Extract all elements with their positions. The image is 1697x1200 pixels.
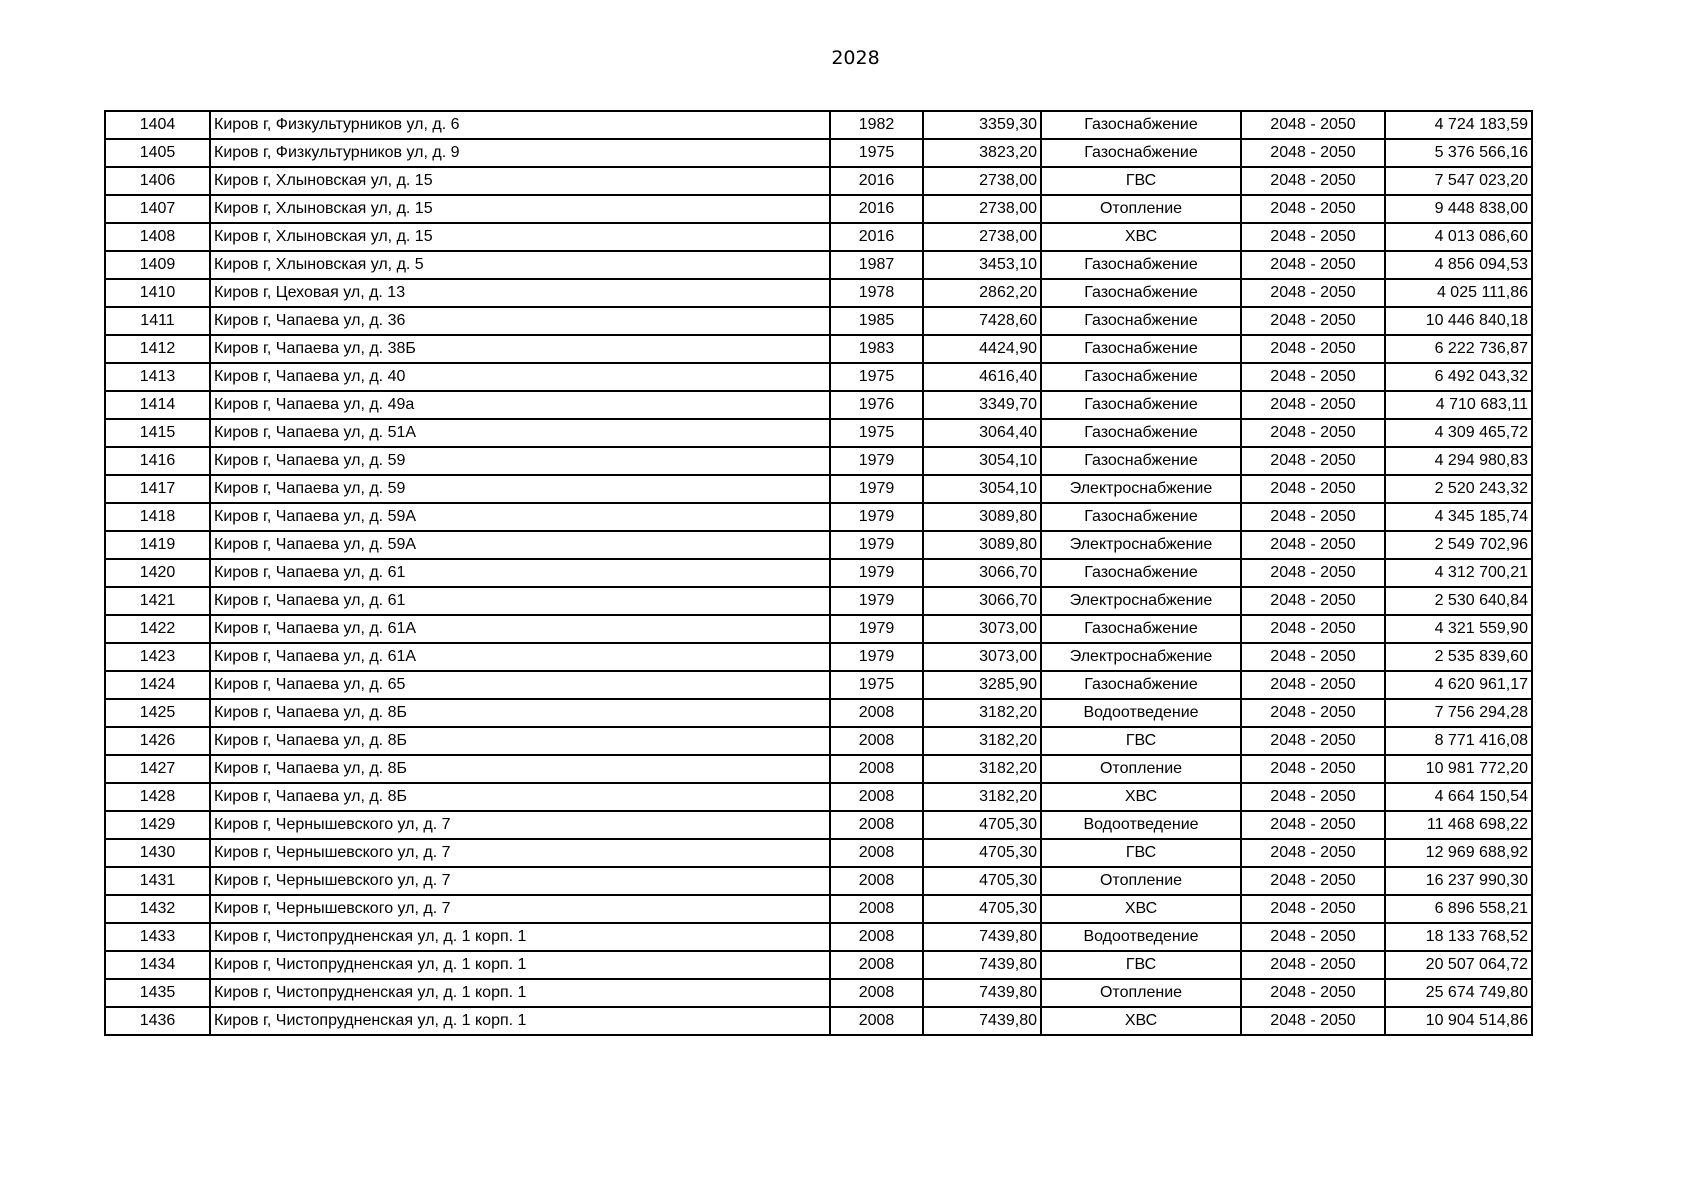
period-cell: 2048 - 2050 (1241, 559, 1385, 587)
work-type-cell: ГВС (1041, 839, 1241, 867)
area-cell: 7439,80 (923, 979, 1041, 1007)
period-cell: 2048 - 2050 (1241, 447, 1385, 475)
table-row (105, 503, 1532, 531)
period-cell: 2048 - 2050 (1241, 727, 1385, 755)
row-number-cell: 1417 (105, 475, 210, 503)
cost-cell: 20 507 064,72 (1385, 951, 1532, 979)
area-cell: 2738,00 (923, 223, 1041, 251)
address-cell: Киров г, Чапаева ул, д. 59 (210, 475, 830, 503)
year-built-cell: 2008 (830, 923, 923, 951)
work-type-cell: Электроснабжение (1041, 475, 1241, 503)
area-cell: 3182,20 (923, 783, 1041, 811)
year-built-cell: 1975 (830, 363, 923, 391)
year-built-cell: 1983 (830, 335, 923, 363)
work-type-cell: Водоотведение (1041, 811, 1241, 839)
work-type-cell: Отопление (1041, 755, 1241, 783)
table-row (105, 839, 1532, 867)
address-cell: Киров г, Чистопрудненская ул, д. 1 корп. 1 (210, 923, 830, 951)
table-row (105, 307, 1532, 335)
address-cell: Киров г, Чапаева ул, д. 51А (210, 419, 830, 447)
work-type-cell: Газоснабжение (1041, 615, 1241, 643)
work-type-cell: Отопление (1041, 979, 1241, 1007)
row-number-cell: 1407 (105, 195, 210, 223)
address-cell: Киров г, Чапаева ул, д. 59 (210, 447, 830, 475)
row-number-cell: 1433 (105, 923, 210, 951)
year-built-cell: 2008 (830, 839, 923, 867)
row-number-cell: 1409 (105, 251, 210, 279)
period-cell: 2048 - 2050 (1241, 951, 1385, 979)
address-cell: Киров г, Хлыновская ул, д. 15 (210, 223, 830, 251)
area-cell: 2738,00 (923, 167, 1041, 195)
work-type-cell: ГВС (1041, 167, 1241, 195)
work-type-cell: Электроснабжение (1041, 587, 1241, 615)
cost-cell: 10 446 840,18 (1385, 307, 1532, 335)
row-number-cell: 1406 (105, 167, 210, 195)
cost-cell: 6 896 558,21 (1385, 895, 1532, 923)
period-cell: 2048 - 2050 (1241, 531, 1385, 559)
row-number-cell: 1426 (105, 727, 210, 755)
year-built-cell: 1979 (830, 475, 923, 503)
area-cell: 7428,60 (923, 307, 1041, 335)
work-type-cell: Газоснабжение (1041, 671, 1241, 699)
row-number-cell: 1421 (105, 587, 210, 615)
area-cell: 3089,80 (923, 531, 1041, 559)
address-cell: Киров г, Чернышевского ул, д. 7 (210, 895, 830, 923)
row-number-cell: 1419 (105, 531, 210, 559)
period-cell: 2048 - 2050 (1241, 279, 1385, 307)
year-built-cell: 1979 (830, 559, 923, 587)
table-row (105, 279, 1532, 307)
row-number-cell: 1418 (105, 503, 210, 531)
area-cell: 4705,30 (923, 867, 1041, 895)
row-number-cell: 1424 (105, 671, 210, 699)
work-type-cell: Электроснабжение (1041, 531, 1241, 559)
address-cell: Киров г, Чистопрудненская ул, д. 1 корп. 1 (210, 979, 830, 1007)
address-cell: Киров г, Чапаева ул, д. 61 (210, 559, 830, 587)
cost-cell: 7 547 023,20 (1385, 167, 1532, 195)
year-built-cell: 2008 (830, 951, 923, 979)
address-cell: Киров г, Чапаева ул, д. 8Б (210, 727, 830, 755)
period-cell: 2048 - 2050 (1241, 923, 1385, 951)
row-number-cell: 1429 (105, 811, 210, 839)
table-row (105, 391, 1532, 419)
address-cell: Киров г, Чапаева ул, д. 38Б (210, 335, 830, 363)
work-type-cell: ХВС (1041, 223, 1241, 251)
period-cell: 2048 - 2050 (1241, 979, 1385, 1007)
year-built-cell: 2008 (830, 895, 923, 923)
table-row (105, 755, 1532, 783)
area-cell: 3453,10 (923, 251, 1041, 279)
cost-cell: 4 345 185,74 (1385, 503, 1532, 531)
period-cell: 2048 - 2050 (1241, 839, 1385, 867)
year-built-cell: 1987 (830, 251, 923, 279)
address-cell: Киров г, Хлыновская ул, д. 5 (210, 251, 830, 279)
year-built-cell: 1979 (830, 447, 923, 475)
table-row (105, 783, 1532, 811)
area-cell: 3066,70 (923, 559, 1041, 587)
address-cell: Киров г, Чернышевского ул, д. 7 (210, 867, 830, 895)
work-type-cell: Газоснабжение (1041, 139, 1241, 167)
table-body (105, 111, 1532, 1035)
row-number-cell: 1410 (105, 279, 210, 307)
period-cell: 2048 - 2050 (1241, 391, 1385, 419)
address-cell: Киров г, Цеховая ул, д. 13 (210, 279, 830, 307)
table-row (105, 223, 1532, 251)
address-cell: Киров г, Чернышевского ул, д. 7 (210, 811, 830, 839)
period-cell: 2048 - 2050 (1241, 307, 1385, 335)
cost-cell: 2 535 839,60 (1385, 643, 1532, 671)
cost-cell: 4 312 700,21 (1385, 559, 1532, 587)
work-type-cell: ХВС (1041, 1007, 1241, 1035)
work-type-cell: ХВС (1041, 895, 1241, 923)
address-cell: Киров г, Чапаева ул, д. 59А (210, 503, 830, 531)
row-number-cell: 1430 (105, 839, 210, 867)
area-cell: 3073,00 (923, 615, 1041, 643)
year-built-cell: 2008 (830, 755, 923, 783)
period-cell: 2048 - 2050 (1241, 195, 1385, 223)
area-cell: 3823,20 (923, 139, 1041, 167)
work-type-cell: Газоснабжение (1041, 307, 1241, 335)
area-cell: 3182,20 (923, 699, 1041, 727)
row-number-cell: 1428 (105, 783, 210, 811)
period-cell: 2048 - 2050 (1241, 615, 1385, 643)
cost-cell: 5 376 566,16 (1385, 139, 1532, 167)
cost-cell: 10 981 772,20 (1385, 755, 1532, 783)
work-type-cell: Газоснабжение (1041, 111, 1241, 139)
work-type-cell: Электроснабжение (1041, 643, 1241, 671)
table-row (105, 923, 1532, 951)
year-built-cell: 1985 (830, 307, 923, 335)
year-built-cell: 2008 (830, 867, 923, 895)
address-cell: Киров г, Чапаева ул, д. 40 (210, 363, 830, 391)
row-number-cell: 1414 (105, 391, 210, 419)
table-row (105, 615, 1532, 643)
table-row (105, 335, 1532, 363)
table-row (105, 167, 1532, 195)
cost-cell: 7 756 294,28 (1385, 699, 1532, 727)
year-built-cell: 2008 (830, 979, 923, 1007)
period-cell: 2048 - 2050 (1241, 419, 1385, 447)
table-row (105, 979, 1532, 1007)
area-cell: 4705,30 (923, 895, 1041, 923)
table-row (105, 559, 1532, 587)
area-cell: 3285,90 (923, 671, 1041, 699)
period-cell: 2048 - 2050 (1241, 363, 1385, 391)
table-row (105, 867, 1532, 895)
cost-cell: 4 309 465,72 (1385, 419, 1532, 447)
work-type-cell: Газоснабжение (1041, 419, 1241, 447)
address-cell: Киров г, Хлыновская ул, д. 15 (210, 195, 830, 223)
period-cell: 2048 - 2050 (1241, 587, 1385, 615)
year-built-cell: 1976 (830, 391, 923, 419)
area-cell: 4705,30 (923, 839, 1041, 867)
year-built-cell: 1979 (830, 531, 923, 559)
address-cell: Киров г, Чистопрудненская ул, д. 1 корп. 1 (210, 1007, 830, 1035)
cost-cell: 2 549 702,96 (1385, 531, 1532, 559)
period-cell: 2048 - 2050 (1241, 783, 1385, 811)
cost-cell: 4 710 683,11 (1385, 391, 1532, 419)
address-cell: Киров г, Чапаева ул, д. 8Б (210, 699, 830, 727)
cost-cell: 18 133 768,52 (1385, 923, 1532, 951)
period-cell: 2048 - 2050 (1241, 895, 1385, 923)
table-row (105, 363, 1532, 391)
area-cell: 7439,80 (923, 923, 1041, 951)
row-number-cell: 1427 (105, 755, 210, 783)
year-built-cell: 1975 (830, 419, 923, 447)
period-cell: 2048 - 2050 (1241, 643, 1385, 671)
area-cell: 4705,30 (923, 811, 1041, 839)
address-cell: Киров г, Чапаева ул, д. 36 (210, 307, 830, 335)
table-row (105, 531, 1532, 559)
cost-cell: 12 969 688,92 (1385, 839, 1532, 867)
year-built-cell: 2008 (830, 811, 923, 839)
table-row (105, 727, 1532, 755)
work-type-cell: Газоснабжение (1041, 447, 1241, 475)
area-cell: 7439,80 (923, 1007, 1041, 1035)
table-row (105, 1007, 1532, 1035)
address-cell: Киров г, Чапаева ул, д. 65 (210, 671, 830, 699)
address-cell: Киров г, Чапаева ул, д. 8Б (210, 783, 830, 811)
year-built-cell: 1979 (830, 503, 923, 531)
cost-cell: 4 013 086,60 (1385, 223, 1532, 251)
period-cell: 2048 - 2050 (1241, 139, 1385, 167)
table-row (105, 895, 1532, 923)
cost-cell: 4 321 559,90 (1385, 615, 1532, 643)
cost-cell: 11 468 698,22 (1385, 811, 1532, 839)
period-cell: 2048 - 2050 (1241, 223, 1385, 251)
work-type-cell: Отопление (1041, 195, 1241, 223)
year-built-cell: 2008 (830, 1007, 923, 1035)
work-type-cell: Газоснабжение (1041, 335, 1241, 363)
area-cell: 4424,90 (923, 335, 1041, 363)
period-cell: 2048 - 2050 (1241, 503, 1385, 531)
period-cell: 2048 - 2050 (1241, 335, 1385, 363)
table-row (105, 419, 1532, 447)
work-type-cell: Газоснабжение (1041, 363, 1241, 391)
table-row (105, 671, 1532, 699)
page-number: 2028 (831, 47, 880, 69)
work-type-cell: Газоснабжение (1041, 251, 1241, 279)
period-cell: 2048 - 2050 (1241, 811, 1385, 839)
row-number-cell: 1404 (105, 111, 210, 139)
address-cell: Киров г, Чернышевского ул, д. 7 (210, 839, 830, 867)
table-row (105, 587, 1532, 615)
work-type-cell: ГВС (1041, 951, 1241, 979)
table-row (105, 111, 1532, 139)
year-built-cell: 1982 (830, 111, 923, 139)
area-cell: 3349,70 (923, 391, 1041, 419)
work-type-cell: Газоснабжение (1041, 279, 1241, 307)
year-built-cell: 2008 (830, 727, 923, 755)
year-built-cell: 2008 (830, 699, 923, 727)
area-cell: 3066,70 (923, 587, 1041, 615)
area-cell: 3089,80 (923, 503, 1041, 531)
row-number-cell: 1411 (105, 307, 210, 335)
work-type-cell: Водоотведение (1041, 923, 1241, 951)
table-row (105, 643, 1532, 671)
area-cell: 4616,40 (923, 363, 1041, 391)
row-number-cell: 1431 (105, 867, 210, 895)
table-row (105, 195, 1532, 223)
area-cell: 3359,30 (923, 111, 1041, 139)
address-cell: Киров г, Хлыновская ул, д. 15 (210, 167, 830, 195)
table-row (105, 447, 1532, 475)
address-cell: Киров г, Чапаева ул, д. 61 (210, 587, 830, 615)
cost-cell: 4 025 111,86 (1385, 279, 1532, 307)
cost-cell: 4 856 094,53 (1385, 251, 1532, 279)
table-row (105, 251, 1532, 279)
area-cell: 3073,00 (923, 643, 1041, 671)
year-built-cell: 2016 (830, 167, 923, 195)
work-type-cell: ГВС (1041, 727, 1241, 755)
address-cell: Киров г, Чапаева ул, д. 61А (210, 615, 830, 643)
period-cell: 2048 - 2050 (1241, 111, 1385, 139)
work-type-cell: Газоснабжение (1041, 503, 1241, 531)
period-cell: 2048 - 2050 (1241, 671, 1385, 699)
work-type-cell: ХВС (1041, 783, 1241, 811)
table-row (105, 139, 1532, 167)
year-built-cell: 1975 (830, 671, 923, 699)
year-built-cell: 1979 (830, 615, 923, 643)
row-number-cell: 1416 (105, 447, 210, 475)
cost-cell: 6 222 736,87 (1385, 335, 1532, 363)
year-built-cell: 1975 (830, 139, 923, 167)
repair-schedule-table (104, 110, 1533, 1036)
year-built-cell: 1978 (830, 279, 923, 307)
row-number-cell: 1405 (105, 139, 210, 167)
period-cell: 2048 - 2050 (1241, 755, 1385, 783)
cost-cell: 16 237 990,30 (1385, 867, 1532, 895)
row-number-cell: 1425 (105, 699, 210, 727)
table-row (105, 475, 1532, 503)
cost-cell: 25 674 749,80 (1385, 979, 1532, 1007)
period-cell: 2048 - 2050 (1241, 167, 1385, 195)
row-number-cell: 1408 (105, 223, 210, 251)
row-number-cell: 1434 (105, 951, 210, 979)
address-cell: Киров г, Чапаева ул, д. 61А (210, 643, 830, 671)
row-number-cell: 1413 (105, 363, 210, 391)
row-number-cell: 1420 (105, 559, 210, 587)
period-cell: 2048 - 2050 (1241, 475, 1385, 503)
cost-cell: 4 664 150,54 (1385, 783, 1532, 811)
year-built-cell: 1979 (830, 587, 923, 615)
cost-cell: 8 771 416,08 (1385, 727, 1532, 755)
cost-cell: 6 492 043,32 (1385, 363, 1532, 391)
row-number-cell: 1412 (105, 335, 210, 363)
address-cell: Киров г, Чапаева ул, д. 8Б (210, 755, 830, 783)
period-cell: 2048 - 2050 (1241, 867, 1385, 895)
area-cell: 3182,20 (923, 727, 1041, 755)
work-type-cell: Газоснабжение (1041, 559, 1241, 587)
row-number-cell: 1415 (105, 419, 210, 447)
row-number-cell: 1435 (105, 979, 210, 1007)
address-cell: Киров г, Физкультурников ул, д. 9 (210, 139, 830, 167)
row-number-cell: 1422 (105, 615, 210, 643)
year-built-cell: 2016 (830, 223, 923, 251)
area-cell: 3064,40 (923, 419, 1041, 447)
cost-cell: 4 724 183,59 (1385, 111, 1532, 139)
row-number-cell: 1432 (105, 895, 210, 923)
period-cell: 2048 - 2050 (1241, 251, 1385, 279)
cost-cell: 4 620 961,17 (1385, 671, 1532, 699)
work-type-cell: Газоснабжение (1041, 391, 1241, 419)
table-row (105, 811, 1532, 839)
table-row (105, 699, 1532, 727)
row-number-cell: 1436 (105, 1007, 210, 1035)
year-built-cell: 2016 (830, 195, 923, 223)
area-cell: 2862,20 (923, 279, 1041, 307)
cost-cell: 4 294 980,83 (1385, 447, 1532, 475)
address-cell: Киров г, Физкультурников ул, д. 6 (210, 111, 830, 139)
address-cell: Киров г, Чистопрудненская ул, д. 1 корп. 1 (210, 951, 830, 979)
cost-cell: 2 520 243,32 (1385, 475, 1532, 503)
area-cell: 7439,80 (923, 951, 1041, 979)
area-cell: 3054,10 (923, 475, 1041, 503)
cost-cell: 2 530 640,84 (1385, 587, 1532, 615)
work-type-cell: Отопление (1041, 867, 1241, 895)
cost-cell: 9 448 838,00 (1385, 195, 1532, 223)
work-type-cell: Водоотведение (1041, 699, 1241, 727)
table-row (105, 951, 1532, 979)
period-cell: 2048 - 2050 (1241, 1007, 1385, 1035)
area-cell: 3054,10 (923, 447, 1041, 475)
area-cell: 3182,20 (923, 755, 1041, 783)
address-cell: Киров г, Чапаева ул, д. 59А (210, 531, 830, 559)
area-cell: 2738,00 (923, 195, 1041, 223)
address-cell: Киров г, Чапаева ул, д. 49а (210, 391, 830, 419)
year-built-cell: 1979 (830, 643, 923, 671)
cost-cell: 10 904 514,86 (1385, 1007, 1532, 1035)
year-built-cell: 2008 (830, 783, 923, 811)
row-number-cell: 1423 (105, 643, 210, 671)
period-cell: 2048 - 2050 (1241, 699, 1385, 727)
